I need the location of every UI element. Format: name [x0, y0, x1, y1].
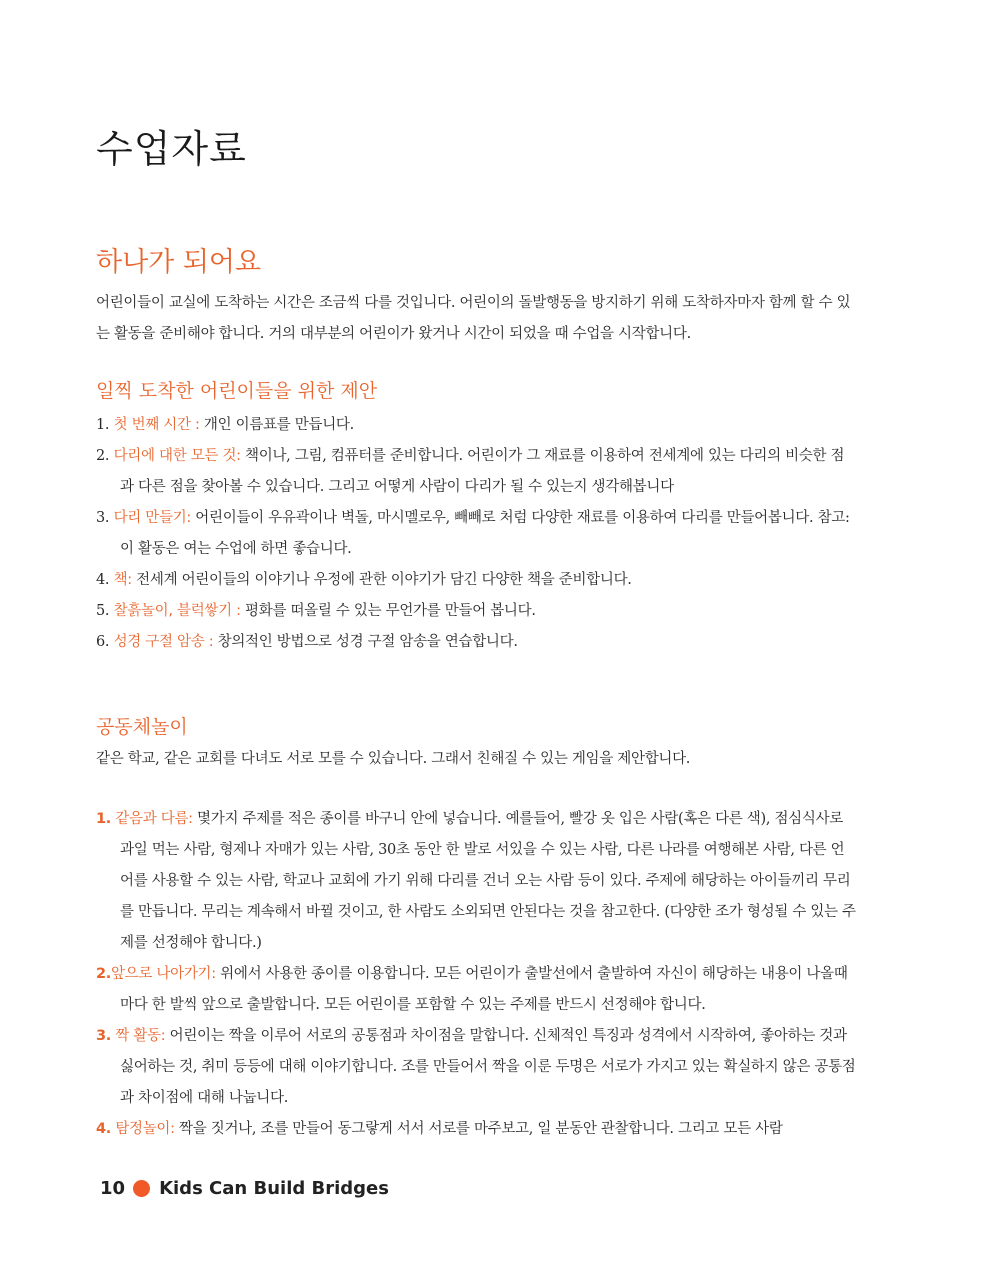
item-term: 책: [113, 572, 132, 588]
item-number: 1. [96, 811, 111, 827]
item-term: 탐정놀이: [115, 1121, 175, 1137]
item-number: 2. [96, 448, 110, 464]
item-number: 6. [96, 634, 110, 650]
list-item [96, 1114, 856, 1145]
list-item [96, 596, 856, 627]
section-intro: 어린이들이 교실에 도착하는 시간은 조금씩 다를 것입니다. 어린이의 돌발행동을 방지하기 위해 도착하자마자 함께 할 수 있는 활동을 준비해야 합니다. 거의 대부분의 어린이가 왔거나 시간이 되었을 때 수업을 시작합니다. [96, 295, 851, 342]
early-arrivals-list [96, 410, 856, 658]
item-text: 위에서 사용한 종이를 이용합니다. 모든 어린이가 출발선에서 출발하여 자신이 해당하는 내용이 나올때마다 한 발씩 앞으로 출발합니다. 모든 어린이를 포함할 수 있는 주제를 반드시 선정해야 합니다. [120, 966, 848, 1013]
item-text: 짝을 짓거나, 조를 만들어 동그랗게 서서 서로를 마주보고, 일 분동안 관찰합니다. 그리고 모든 사람 [174, 1121, 783, 1137]
item-number: 3. [96, 510, 110, 526]
item-text: 어린이는 짝을 이루어 서로의 공통점과 차이점을 말합니다. 신체적인 특징과 성격에서 시작하여, 좋아하는 것과 싫어하는 것, 취미 등등에 대해 이야기합니다. 조를 만들어서 짝을 이룬 두명은 서로가 가지고 있는 확실하지 않은 공통점과 차이점에 대해 나눕니다. [120, 1028, 856, 1106]
page-number: 10 [100, 1178, 126, 1199]
item-text: 평화를 떠올릴 수 있는 무언가를 만들어 봅니다. [240, 603, 536, 619]
list-item [96, 627, 856, 658]
item-text: 개인 이름표를 만듭니다. [199, 417, 354, 433]
bullet-dot-icon [133, 1180, 150, 1197]
item-term: 앞으로 나아가기: [111, 966, 216, 982]
list-item [96, 804, 856, 959]
community-intro: 같은 학교, 같은 교회를 다녀도 서로 모를 수 있습니다. 그래서 친해질 수 있는 게임을 제안합니다. [96, 751, 691, 767]
page-title: 수업자료 [96, 127, 247, 171]
item-text: 몇가지 주제를 적은 종이를 바구니 안에 넣습니다. 예를들어, 빨강 옷 입은 사람(혹은 다른 색), 점심식사로 과일 먹는 사람, 형제나 자매가 있는 사람, 30초 동안 한 발로 서있을 수 있는 사람, 다른 나라를 여행해본 사람, 다른 언어를 사용할 수 있는 사람, 학교나 교회에 가기 위해 다리를 건너 오는 사람 등이 있다. 주제에 해당하는 아이들끼리 무리를 만듭니다. 무리는 계속해서 바뀔 것이고, 한 사람도 소외되면 안된다는 것을 참고한다. (다양한 조가 형성될 수 있는 주제를 선정해야 합니다.) [120, 811, 856, 951]
list-item [96, 565, 856, 596]
list-item [96, 410, 856, 441]
list-item [96, 441, 856, 503]
item-number: 4. [96, 572, 110, 588]
section-heading: 하나가 되어요 [96, 247, 262, 278]
item-term: 다리에 대한 모든 것: [113, 448, 241, 464]
item-term: 짝 활동: [115, 1028, 166, 1044]
item-term: 첫 번째 시간 : [113, 417, 200, 433]
book-title: Kids Can Build Bridges [159, 1178, 389, 1199]
item-number: 4. [96, 1121, 111, 1137]
list-item [96, 503, 856, 565]
item-text: 전세계 어린이들의 이야기나 우정에 관한 이야기가 담긴 다양한 책을 준비합니다. [131, 572, 632, 588]
item-text: 책이나, 그림, 컴퓨터를 준비합니다. 어린이가 그 재료를 이용하여 전세계에 있는 다리의 비슷한 점과 다른 점을 찾아볼 수 있습니다. 그리고 어떻게 사람이 다리가 될 수 있는지 생각해봅니다 [120, 448, 845, 495]
item-term: 같음과 다름: [115, 811, 193, 827]
item-number: 2. [96, 966, 111, 982]
community-games-list [96, 804, 856, 1145]
item-number: 1. [96, 417, 110, 433]
item-text: 어린이들이 우유곽이나 벽돌, 마시멜로우, 빼빼로 처럼 다양한 재료를 이용하여 다리를 만들어봅니다. 참고: 이 활동은 여는 수업에 하면 좋습니다. [120, 510, 850, 557]
item-term: 찰흙놀이, 블럭쌓기 : [113, 603, 241, 619]
item-number: 3. [96, 1028, 111, 1044]
item-term: 성경 구절 암송 : [113, 634, 214, 650]
page-footer [100, 1178, 389, 1199]
early-arrivals-heading: 일찍 도착한 어린이들을 위한 제안 [96, 380, 378, 402]
list-item [96, 959, 856, 1021]
item-term: 다리 만들기: [113, 510, 191, 526]
item-number: 5. [96, 603, 110, 619]
community-games-heading: 공동체놀이 [96, 716, 188, 738]
list-item [96, 1021, 856, 1114]
item-text: 창의적인 방법으로 성경 구절 암송을 연습합니다. [213, 634, 518, 650]
